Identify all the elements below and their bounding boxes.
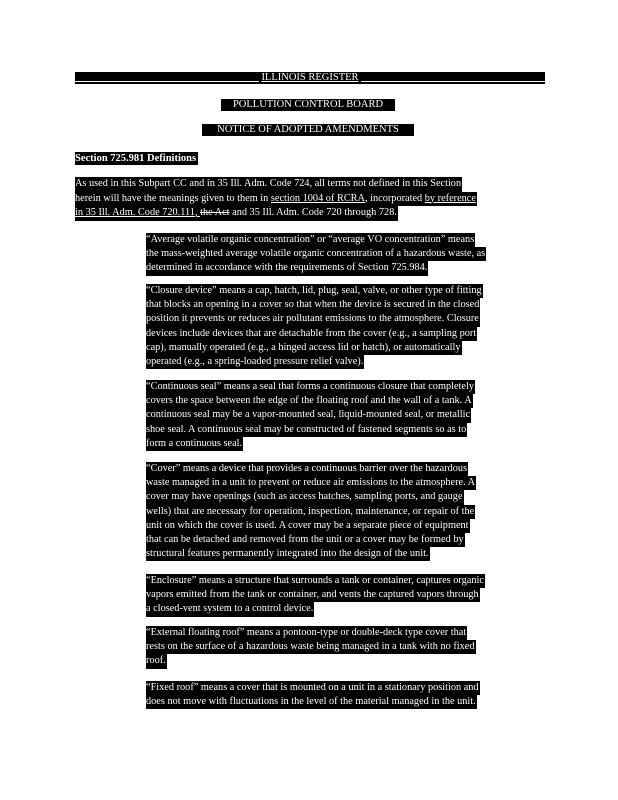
definition-item (146, 380, 475, 451)
definition-line: does not move with fluctuations in the level of the material managed in the unit. (146, 695, 477, 709)
inserted-citation: in 35 Ill. Adm. Code 720.111 (75, 207, 195, 218)
register-title: ILLINOIS REGISTER (261, 72, 359, 83)
definition-line: covers the space between the edge of the floating roof and the wall of a tank. A (146, 394, 473, 408)
intro-line: herein will have the meanings given to them in section 1004 of RCRA, incorporated by reference (75, 192, 477, 207)
definition-line: wells) that are necessary for operation, inspection, maintenance, or repair of the (146, 505, 475, 519)
definition-item (146, 284, 483, 369)
definition-line: form a continuous seal. (146, 437, 243, 451)
definition-line: cap), manually operated (e.g., a hinged access lid or hatch), or automatically (146, 341, 462, 355)
definition-line: that can be detached and removed from the unit or a cover may be formed by (146, 533, 465, 547)
definition-line: continuous seal may be a vapor-mounted seal, liquid-mounted seal, or metallic (146, 408, 471, 422)
definition-line: structural features permanently integrated into the design of the unit. (146, 547, 430, 561)
definition-line: position it prevents or reduces air pollutant emissions to the atmosphere. Closure (146, 312, 480, 326)
section-title: Section 725.981 Definitions (75, 153, 197, 164)
definition-line: waste managed in a unit to prevent or reduce air emissions to the atmosphere. A (146, 476, 476, 490)
rcra-reference: section 1004 of RCRA (270, 192, 365, 204)
definition-line: “Enclosure” means a structure that surrounds a tank or container, captures organic (146, 574, 485, 588)
definition-item (146, 681, 480, 709)
definition-line: “Fixed roof” means a cover that is mounted on a unit in a stationary position and (146, 681, 480, 695)
definition-line: operated (e.g., a spring-loaded pressure relief valve). (146, 355, 364, 369)
definition-item (146, 462, 476, 561)
intro-paragraph (75, 177, 546, 221)
definition-line: “Closure device” means a cap, hatch, lid, plug, seal, valve, or other type of fitting (146, 284, 483, 298)
definition-line: “Continuous seal” means a seal that forms a continuous closure that completely (146, 380, 475, 394)
definition-line: that blocks an opening in a cover so that when the device is secured in the closed (146, 298, 480, 312)
deleted-text: the Act (200, 207, 230, 218)
intro-line: As used in this Subpart CC and in 35 Ill. Adm. Code 724, all terms not defined in this Section (75, 177, 462, 192)
definition-item (146, 626, 476, 669)
definition-line: devices include devices that are detachable from the cover (e.g., a sampling port (146, 327, 477, 341)
definition-line: “Average volatile organic concentration” or “average VO concentration” means (146, 233, 475, 247)
definition-item (146, 574, 485, 617)
definition-line: roof. (146, 654, 167, 668)
notice-title: NOTICE OF ADOPTED AMENDMENTS (202, 124, 414, 136)
definition-line: a closed-vent system to a control device. (146, 602, 314, 616)
definition-line: the mass-weighted average volatile organic concentration of a hazardous waste, as (146, 247, 486, 261)
definition-line: vapors emitted from the tank or container, and vents the captured vapors through (146, 588, 480, 602)
definition-line: cover may have openings (such as access hatches, sampling ports, and gauge (146, 490, 464, 504)
definition-line: determined in accordance with the requirements of Section 725.984. (146, 261, 428, 275)
definition-line: rests on the surface of a hazardous waste being managed in a tank with no fixed (146, 640, 476, 654)
intro-line: in 35 Ill. Adm. Code 720.111, the Act and 35 Ill. Adm. Code 720 through 728. (75, 206, 398, 221)
register-header (75, 72, 545, 84)
definition-item (146, 233, 486, 276)
inserted-text: by reference (424, 192, 476, 204)
board-name: POLLUTION CONTROL BOARD (221, 99, 395, 111)
definition-line: “External floating roof” means a pontoon-type or double-deck type cover that (146, 626, 467, 640)
definition-line: unit on which the cover is used. A cover may be a separate piece of equipment (146, 519, 470, 533)
definition-line: shoe seal. A continuous seal may be constructed of fastened segments so as to (146, 423, 467, 437)
definition-line: “Cover” means a device that provides a continuous barrier over the hazardous (146, 462, 468, 476)
